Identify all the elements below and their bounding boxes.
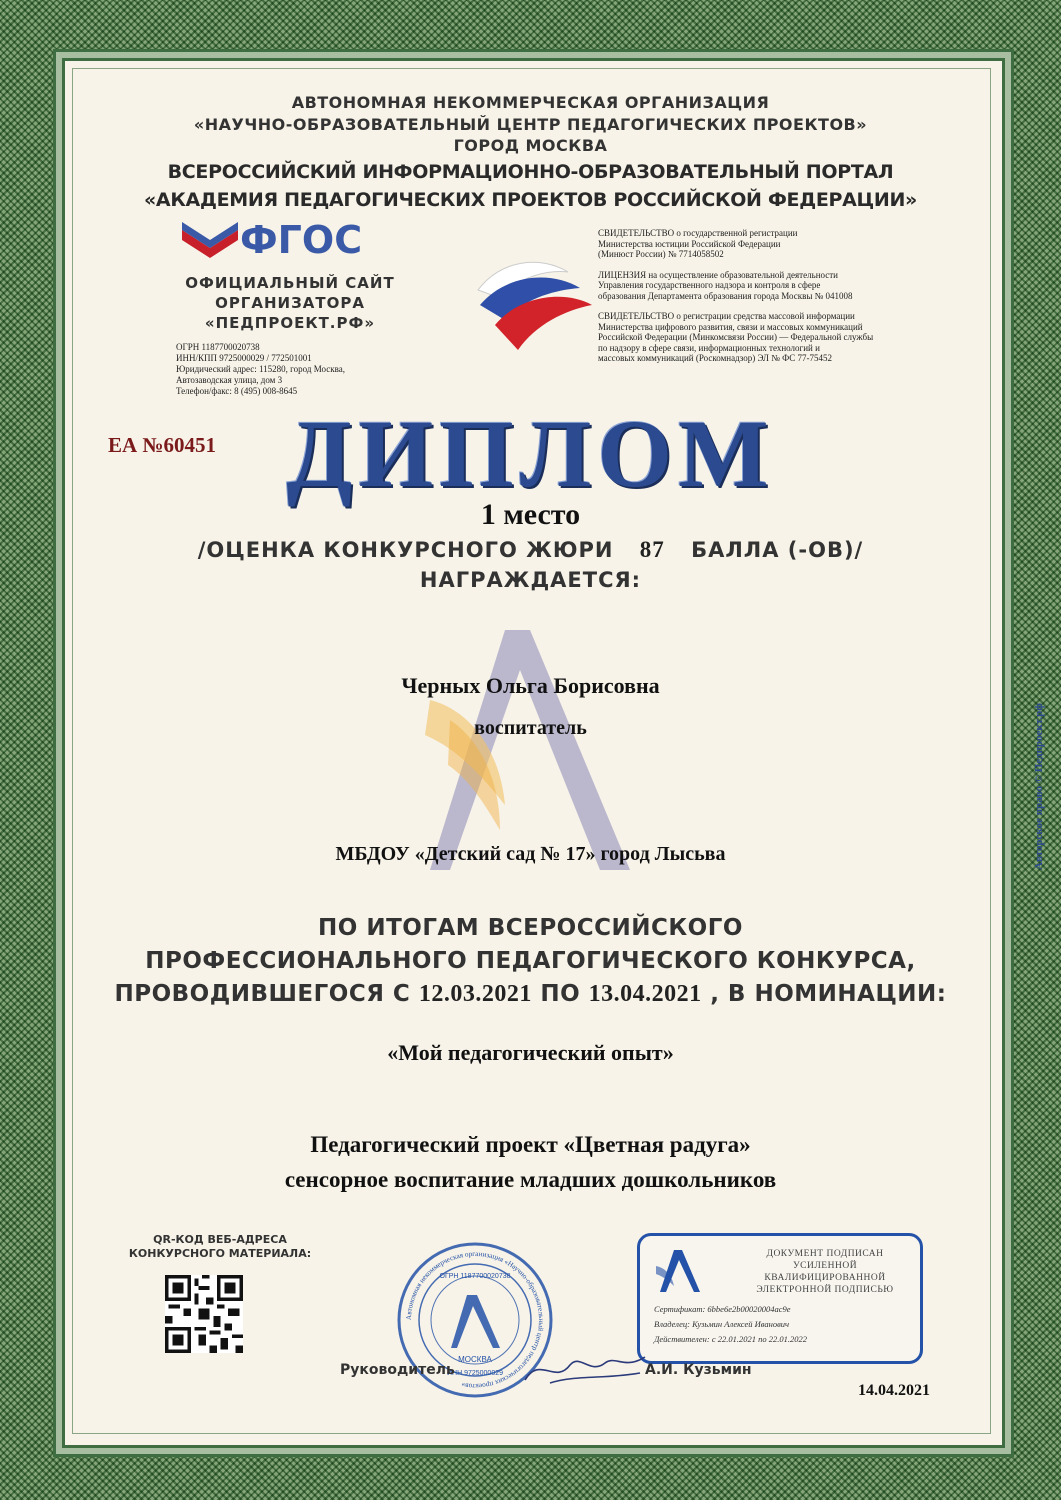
portal-name-line2: «АКАДЕМИЯ ПЕДАГОГИЧЕСКИХ ПРОЕКТОВ РОССИЙСКОЙ ФЕДЕРАЦИИ» (143, 189, 918, 211)
reg-line: Российской Федерации (Минкомсвязи России) — Федеральной службы (598, 332, 874, 342)
date-to: 13.04.2021 (588, 981, 702, 1007)
copyright-text: Авторское право © Педпроект.рф (1033, 703, 1045, 870)
date-from: 12.03.2021 (418, 981, 532, 1007)
score-value: 87 (639, 537, 665, 562)
handwritten-signature (520, 1345, 650, 1395)
score-prefix: /ОЦЕНКА КОНКУРСНОГО ЖЮРИ (197, 538, 614, 562)
copyright-notice (1033, 640, 1053, 870)
issue-date: 14.04.2021 (858, 1382, 930, 1399)
qr-label-line2: КОНКУРСНОГО МАТЕРИАЛА: (128, 1247, 312, 1260)
reg-line: Министерства цифрового развития, связи и массовых коммуникаций (598, 321, 863, 332)
signer-role: Руководитель (340, 1362, 455, 1378)
results-period-to: ПО (540, 981, 581, 1007)
reg-line: образования Департамента образования города Москвы № 041008 (598, 290, 853, 301)
stamp-inn: ИНН 9725000029 (446, 1370, 504, 1377)
requisite-address-1: Юридический адрес: 115280, город Москва, (176, 364, 345, 374)
registration-info (598, 228, 968, 374)
official-site-line1: ОФИЦИАЛЬНЫЙ САЙТ (185, 274, 395, 292)
requisite-address-2: Автозаводская улица, дом 3 (176, 375, 283, 385)
org-city: ГОРОД МОСКВА (453, 136, 608, 155)
jury-score (0, 537, 1061, 563)
org-requisites (176, 342, 426, 397)
signature-validity: Действителен: с 22.01.2021 по 22.01.2022 (654, 1334, 807, 1344)
reg-line: ЛИЦЕНЗИЯ на осуществление образовательной деятельности (598, 269, 838, 280)
official-site-label (140, 273, 440, 333)
reg-line: Министерства юстиции Российской Федерации (598, 238, 781, 249)
work-title-line2: сенсорное воспитание младших дошкольников (284, 1167, 777, 1192)
results-period-prefix: ПРОВОДИВШЕГОСЯ С (114, 981, 411, 1007)
recipient-name: Черных Ольга Борисовна (401, 673, 660, 698)
signature-title-line1: ДОКУМЕНТ ПОДПИСАН (766, 1249, 884, 1259)
awarded-label: НАГРАЖДАЕТСЯ: (419, 568, 642, 592)
registration-minjust (598, 228, 968, 260)
results-line2: ПРОФЕССИОНАЛЬНОГО ПЕДАГОГИЧЕСКОГО КОНКУРСА, (145, 948, 916, 974)
russian-flag-ribbon-icon (470, 250, 600, 355)
signature-owner: Владелец: Кузьмин Алексей Иванович (654, 1319, 790, 1329)
serial-number: ЕА №60451 (108, 433, 217, 457)
stamp-city: МОСКВА (458, 1355, 492, 1364)
portal-name-line1: ВСЕРОССИЙСКИЙ ИНФОРМАЦИОННО-ОБРАЗОВАТЕЛЬНЫЙ ПОРТАЛ (167, 161, 894, 183)
fgos-logo-text: ФГОС (240, 218, 363, 262)
signer-name: А.И. Кузьмин (645, 1362, 752, 1378)
stamp-ring-text: Автономная некоммерческая организация «Научно-образовательный центр педагогических проектов» (404, 1249, 546, 1391)
reg-line: СВИДЕТЕЛЬСТВО о регистрации средства массовой информации (598, 311, 855, 321)
work-title (0, 1127, 1061, 1197)
reg-line: по надзору в сфере связи, информационных технологий и (598, 342, 820, 353)
diploma-title: ДИПЛОМ (286, 400, 775, 507)
qr-label (100, 1233, 340, 1261)
stamp-logo-icon (451, 1295, 500, 1348)
official-site-line3: «ПЕДПРОЕКТ.РФ» (204, 314, 376, 332)
qr-label-line1: QR-КОД ВЕБ-АДРЕСА (153, 1233, 287, 1246)
electronic-signature-box (637, 1233, 923, 1364)
signature-title (735, 1248, 915, 1296)
stamp-ogrn: ОГРН 1187700020738 (439, 1273, 511, 1280)
academy-logo-icon (654, 1246, 704, 1296)
org-name-line2: «НАУЧНО-ОБРАЗОВАТЕЛЬНЫЙ ЦЕНТР ПЕДАГОГИЧЕСКИХ ПРОЕКТОВ» (193, 115, 868, 134)
registration-license (598, 270, 968, 302)
requisite-ogrn: ОГРН 1187700020738 (176, 342, 260, 352)
requisite-phone: Телефон/факс: 8 (495) 008-8645 (176, 386, 298, 396)
fgos-logo (180, 220, 400, 264)
requisite-inn: ИНН/КПП 9725000029 / 772501001 (176, 353, 312, 363)
signature-details (654, 1302, 914, 1347)
results-nomination-label: , В НОМИНАЦИИ: (710, 981, 947, 1007)
reg-line: (Минюст России) № 7714058502 (598, 249, 724, 259)
recipient-position: воспитатель (474, 717, 587, 739)
contest-results (0, 912, 1061, 1011)
recipient-institution: МБДОУ «Детский сад № 17» город Лысьва (335, 843, 726, 865)
fgos-chevron-icon (180, 220, 240, 264)
nomination: «Мой педагогический опыт» (387, 1040, 674, 1065)
results-line1: ПО ИТОГАМ ВСЕРОССИЙСКОГО (318, 915, 743, 941)
results-line3 (0, 978, 1061, 1011)
place: 1 место (480, 498, 581, 531)
signature-title-line2: УСИЛЕННОЙ КВАЛИФИЦИРОВАННОЙ (764, 1261, 886, 1283)
registration-media (598, 311, 968, 364)
qr-code[interactable] (165, 1275, 243, 1353)
score-suffix: БАЛЛА (-ОВ)/ (691, 538, 864, 562)
org-name-line1: АВТОНОМНАЯ НЕКОММЕРЧЕСКАЯ ОРГАНИЗАЦИЯ (291, 93, 770, 112)
signature-title-line3: ЭЛЕКТРОННОЙ ПОДПИСЬЮ (756, 1285, 894, 1295)
work-title-line1: Педагогический проект «Цветная радуга» (310, 1132, 751, 1157)
reg-line: Управления государственного надзора и контроля в сфере (598, 280, 821, 290)
signature-certificate: Сертификат: 6bbe6e2b00020004ac9e (654, 1304, 791, 1314)
reg-line: СВИДЕТЕЛЬСТВО о государственной регистрации (598, 228, 798, 238)
reg-line: массовых коммуникаций (Роскомнадзор) ЭЛ № ФС 77-75452 (598, 353, 832, 363)
official-site-line2: ОРГАНИЗАТОРА (215, 294, 365, 312)
